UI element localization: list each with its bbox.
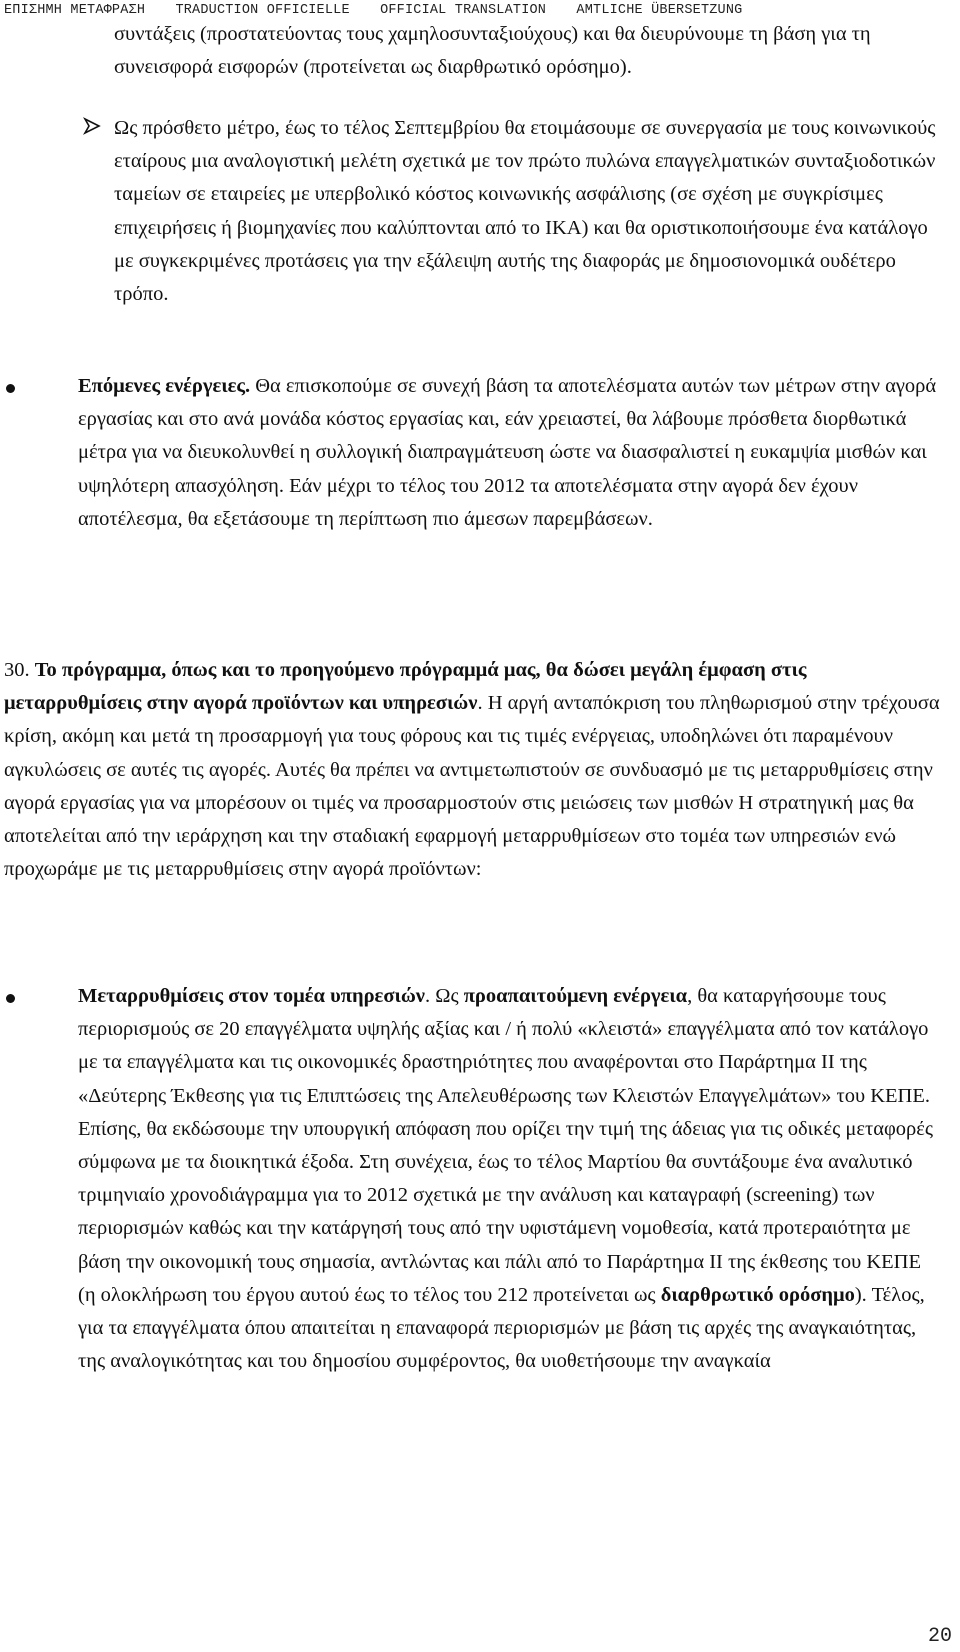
services-prerequisite: προαπαιτούμενη ενέργεια — [463, 985, 688, 1007]
services-text-1: . Ως — [424, 985, 464, 1007]
paragraph-item-30 — [4, 654, 944, 886]
next-steps-body: Θα επισκοπούμε σε συνεχή βάση τα αποτελέσματα αυτών των μέτρων στην αγορά εργασίας και στο ανά μονάδα κόστος εργασίας και, εάν χρειαστεί, θα λάβουμε πρόσθετα διορθωτικά μέτρα για να διευκολυνθεί η συλλογική διαπραγμάτευση ώστε να διασφαλιστεί η ευκαμψία μισθών και υψηλότερη απασχόληση. Εάν μέχρι το τέλος του 2012 τα αποτελέσματα στην αγορά δεν έχουν αποτέλεσμα, θα εξετάσουμε τη περίπτωση πιο άμεσων παρεμβάσεων. — [78, 375, 937, 530]
paragraph-services-reforms — [78, 980, 940, 1378]
paragraph-continuation: συντάξεις (προστατεύοντας τους χαμηλοσυνταξιούχους) και θα διευρύνουμε τη βάση για τη συνεισφορά εισφορών (προτείνεται ως διαρθρωτικό ορόσημο). — [114, 23, 871, 79]
item-30-heading: Το πρόγραμμα, όπως και το προηγούμενο πρόγραμμά μας, θα δώσει μεγάλη έμφαση στις μεταρρυθμίσεις στην αγορά προϊόντων και υπηρεσιών — [4, 659, 807, 715]
bullet-icon — [6, 994, 15, 1003]
services-text-3: ). Τέλος, για τα επαγγέλματα όπου απαιτείται η επαναφορά περιορισμών με βάση τις αρχές της αναγκαιότητας, της αναλογικότητας και του δημοσίου συμφέροντος, θα υιοθετήσουμε την αναγκαία — [78, 1283, 925, 1373]
arrow-bullet-icon — [83, 117, 101, 135]
item-30-number: 30. — [4, 659, 35, 681]
page-number: 20 — [927, 1625, 952, 1648]
item-30-body: . Η αργή ανταπόκριση του πληθωρισμού στην τρέχουσα κρίση, ακόμη και μετά τη προσαρμογή για τους φόρους και τις τιμές ενέργειας, υποδηλώνει ότι παραμένουν αγκυλώσεις σε αυτές τις αγορές. Αυτές θα πρέπει να αντιμετωπιστούν σε συνδυασμό με τις μεταρρυθμίσεις στην αγορά εργασίας για να μπορέσουν οι τιμές να προσαρμοστούν στις μειώσεις των μισθών Η στρατηγική μας θα αποτελείται από την ιεράρχηση και την σταδιακή εφαρμογή μεταρρυθμίσεων στο τομέα των υπηρεσιών ενώ προχωράμε με τις μεταρρυθμίσεις στην αγορά προϊόντων: — [4, 692, 940, 881]
services-heading: Μεταρρυθμίσεις στον τομέα υπηρεσιών — [78, 985, 425, 1007]
bullet-icon — [6, 384, 15, 393]
header-label-german: AMTLICHE ÜBERSETZUNG — [576, 3, 743, 18]
header-label-french: TRADUCTION OFFICIELLE — [175, 3, 350, 18]
header-label-greek: ΕΠΙΣΗΜΗ ΜΕΤΑΦΡΑΣΗ — [4, 3, 146, 18]
header-label-english: OFFICIAL TRANSLATION — [380, 3, 547, 18]
services-text-2: , θα καταργήσουμε τους περιορισμούς σε 20 επαγγέλματα υψηλής αξίας και / ή πολύ «κλειστά» επαγγέλματα από τον κατάλογο με τα επαγγέλματα και τις οικονομικές δραστηριότητες που αναφέρονται στο Παράρτημα II της «Δεύτερης Έκθεσης για τις Επιπτώσεις της Απελευθέρωσης των Κλειστών Επαγγελμάτων» του ΚΕΠΕ. Επίσης, θα εκδώσουμε την υπουργική απόφαση που ορίζει την τιμή της άδειας για τις οδικές μεταφορές σύμφωνα με τα διοικητικά έξοδα. Στη συνέχεια, έως το τέλος Μαρτίου θα συντάξουμε ένα αναλυτικό τριμηνιαίο χρονοδιάγραμμα για το 2012 σχετικά με την ανάλυση και καταγραφή (screening) των περιορισμών καθώς και την κατάργησή τους από την υφιστάμενη νομοθεσία, κατά προτεραιότητα με βάση την οικονομική τους σημασία, αντλώντας και πάλι από το Παράρτημα II της έκθεσης του ΚΕΠΕ (η ολοκλήρωση του έργου αυτού έως το τέλος του 212 προτείνεται ως — [78, 985, 933, 1306]
services-benchmark: διαρθρωτικό ορόσημο — [660, 1283, 855, 1306]
paragraph-arrow-item: Ως πρόσθετο μέτρο, έως το τέλος Σεπτεμβρίου θα ετοιμάσουμε σε συνεργασία με τους κοινωνικούς εταίρους μια αναλογιστική μελέτη σχετικά με τον πρώτο πυλώνα επαγγελματικών συνταξιοδοτικών ταμείων σε εταιρείες με υπερβολικό κόστος κοινωνικής ασφάλισης (σε σχέση με συγκρίσιμες επιχειρήσεις ή βιομηχανίες που καλύπτονται από το ΙΚΑ) και θα οριστικοποιήσουμε ένα κατάλογο με συγκεκριμένες προτάσεις για την εξάλειψη αυτής της διαφοράς με δημοσιονομικά ουδέτερο τρόπο. — [114, 117, 936, 306]
next-steps-heading: Επόμενες ενέργειες. — [78, 375, 251, 397]
paragraph-next-steps — [78, 370, 938, 536]
